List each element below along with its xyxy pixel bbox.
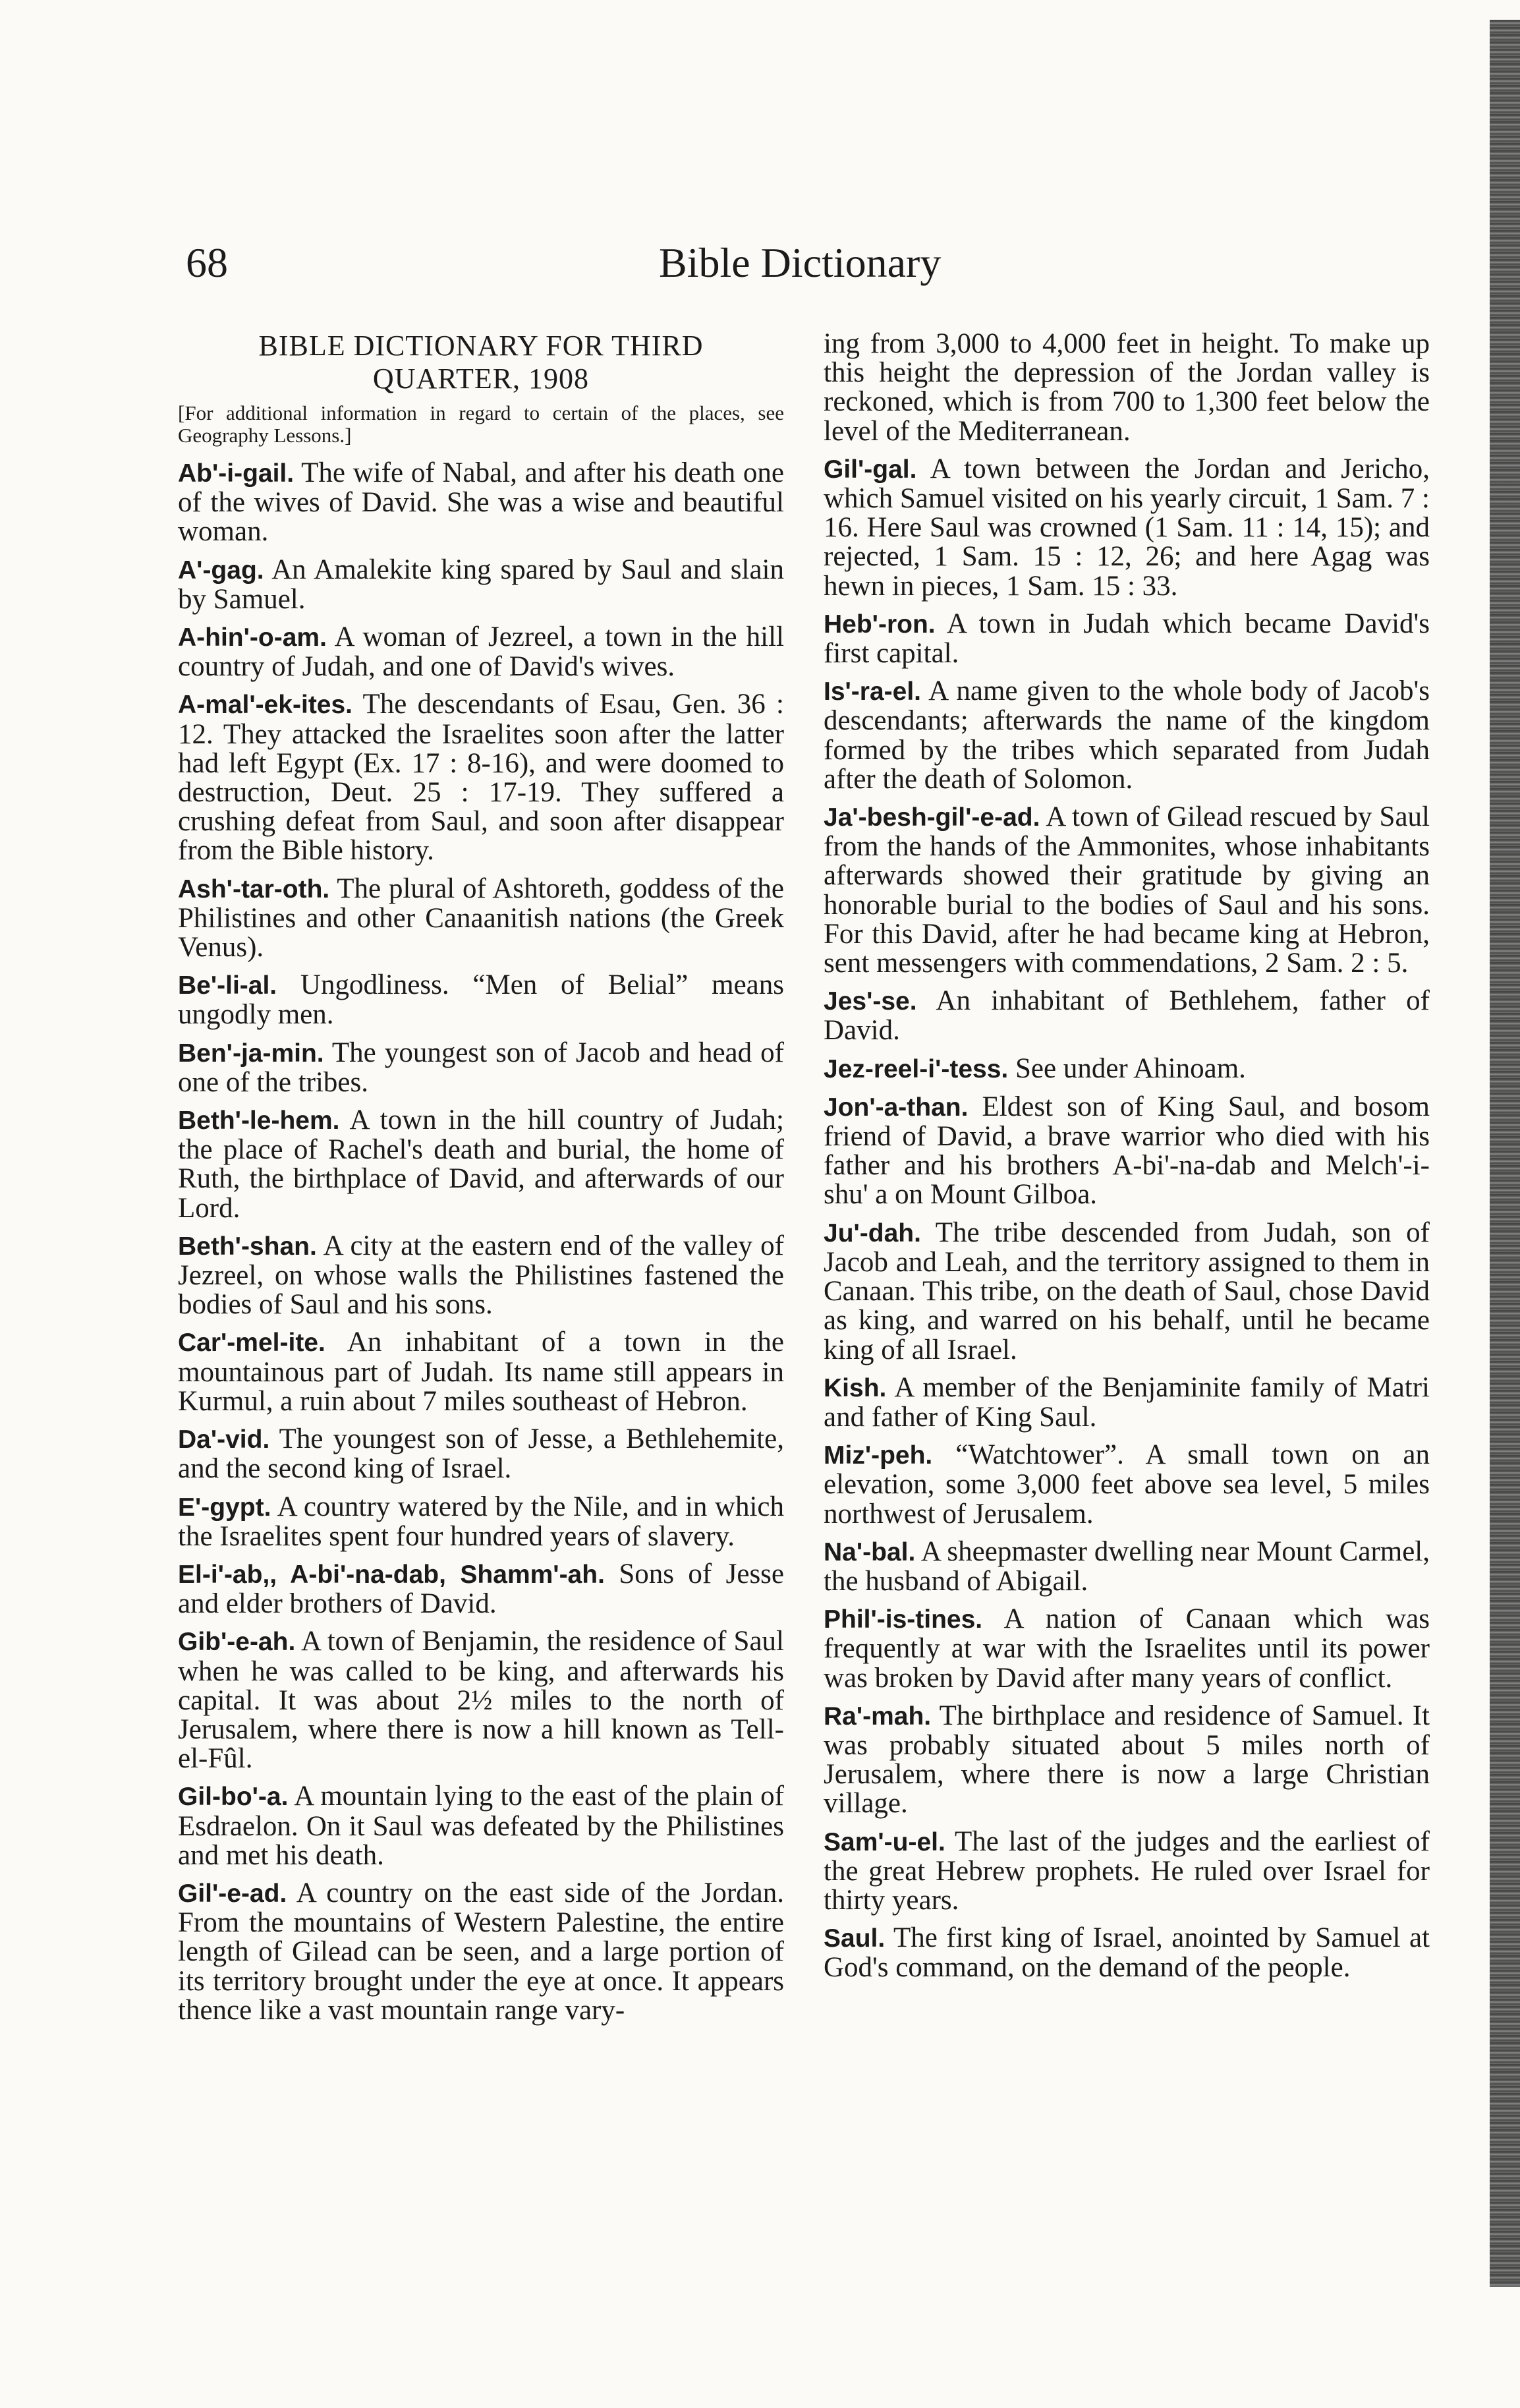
entry-definition: A mountain lying to the east of the plain of Esdraelon. On it Saul was defeated by the Philistines and met his death. xyxy=(178,1781,784,1871)
entry-headword: Gib'-e-ah. xyxy=(178,1628,296,1657)
entry-definition: A town of Benjamin, the residence of Saul when he was called to be king, and afterwards his capital. It was about 2½ miles to the north of Jerusalem, where there is now a hill known as Tell-el-Fûl. xyxy=(178,1626,784,1775)
entry-definition: An inhabitant of Bethlehem, father of David. xyxy=(824,985,1430,1046)
dictionary-entry xyxy=(824,803,1430,978)
entry-definition: The descendants of Esau, Gen. 36 : 12. They attacked the Israelites soon after the latter had left Egypt (Ex. 17 : 8-16), and were doomed to destruction, Deut. 25 : 17-19. They suffered a crushing defeat from Saul, and soon after disappear from the Bible history. xyxy=(178,689,784,867)
dictionary-entry xyxy=(178,1782,784,1870)
entry-definition: A sheepmaster dwelling near Mount Carmel, the husband of Abigail. xyxy=(824,1535,1430,1597)
dictionary-entry xyxy=(178,690,784,865)
entry-headword: Gil'-gal. xyxy=(824,455,917,484)
entry-definition: Eldest son of King Saul, and bosom friend of David, a brave warrior who died with his father and his brothers A-bi'-na-dab and Melch'-i-shu' a on Mount Gilboa. xyxy=(824,1091,1430,1211)
dictionary-entry xyxy=(824,1537,1430,1596)
entry-definition: An inhabitant of a town in the mountainous part of Judah. Its name still appears in Kurmul, a ruin about 7 miles southeast of Hebron. xyxy=(178,1327,784,1417)
section-note: [For additional information in regard to certain of the places, see Geography Lessons.] xyxy=(178,401,784,447)
entry-definition: A town in Judah which became David's first capital. xyxy=(824,608,1430,670)
entry-headword: Jez-reel-i'-tess. xyxy=(824,1054,1009,1083)
entry-headword: Ben'-ja-min. xyxy=(178,1039,324,1068)
entry-headword: Saul. xyxy=(824,1924,886,1953)
entry-definition: A city at the eastern end of the valley of Jezreel, on whose walls the Philistines fastened the bodies of Saul and his sons. xyxy=(178,1230,784,1321)
entry-headword: Jes'-se. xyxy=(824,987,917,1016)
entry-definition: An Amalekite king spared by Saul and slain by Samuel. xyxy=(178,554,784,615)
entry-definition: A country watered by the Nile, and in which the Israelites spent four hundred years of slavery. xyxy=(178,1491,784,1552)
section-title xyxy=(178,330,784,395)
entry-definition: The last of the judges and the earliest of the great Hebrew prophets. He ruled over Israel for thirty years. xyxy=(824,1825,1430,1916)
entry-definition: See under Ahinoam. xyxy=(1008,1052,1246,1084)
dictionary-entry xyxy=(178,459,784,547)
entry-definition: The wife of Nabal, and after his death one of the wives of David. She was a wise and beautiful woman. xyxy=(178,457,784,548)
entry-headword: Beth'-shan. xyxy=(178,1232,317,1261)
entry-headword: Ab'-i-gail. xyxy=(178,459,295,488)
entry-definition: Sons of Jesse and elder brothers of David. xyxy=(178,1558,784,1620)
entry-headword: Miz'-peh. xyxy=(824,1441,933,1470)
entry-definition: A woman of Jezreel, a town in the hill country of Judah, and one of David's wives. xyxy=(178,621,784,683)
entry-headword: Ju'-dah. xyxy=(824,1218,921,1247)
section-title-line1: BIBLE DICTIONARY FOR THIRD xyxy=(258,330,704,362)
entry-headword: E'-gypt. xyxy=(178,1493,271,1522)
entry-definition: A town between the Jordan and Jericho, which Samuel visited on his yearly circuit, 1 Sam. 7 : 16. Here Saul was crowned (1 Sam. 11 : 14, 15); and rejected, 1 Sam. 15 : 12, 26; and here Agag was hewn in pieces, 1 Sam. 15 : 33. xyxy=(824,453,1430,602)
entry-headword: El-i'-ab,, A-bi'-na-dab, Shamm'-ah. xyxy=(178,1560,605,1589)
dictionary-entry xyxy=(824,1441,1430,1529)
dictionary-entry xyxy=(178,1039,784,1097)
dictionary-entry xyxy=(824,1218,1430,1365)
dictionary-entry xyxy=(178,874,784,963)
entry-headword: Jon'-a-than. xyxy=(824,1093,969,1122)
dictionary-entry xyxy=(178,1106,784,1223)
entry-headword: Be'-li-al. xyxy=(178,971,277,1000)
entry-definition: The first king of Israel, anointed by Samuel at God's command, on the demand of the people. xyxy=(824,1922,1430,1984)
entry-headword: Na'-bal. xyxy=(824,1537,916,1566)
entry-headword: Gil-bo'-a. xyxy=(178,1783,289,1812)
entry-headword: A-hin'-o-am. xyxy=(178,623,327,652)
dictionary-entry xyxy=(824,610,1430,668)
dictionary-entry xyxy=(178,1627,784,1773)
entry-definition: “Watchtower”. A small town on an elevation, some 3,000 feet above sea level, 5 miles northwest of Jerusalem. xyxy=(824,1439,1430,1530)
running-title: Bible Dictionary xyxy=(659,239,942,286)
dictionary-entry xyxy=(824,677,1430,794)
entry-definition: A name given to the whole body of Jacob's descendants; afterwards the name of the kingdom formed by the tribes which separated from Judah after the death of Solomon. xyxy=(824,675,1430,795)
section-title-line2: QUARTER, 1908 xyxy=(372,362,590,395)
dictionary-entry xyxy=(824,1373,1430,1432)
dictionary-entry xyxy=(824,1827,1430,1916)
entry-headword: Ra'-mah. xyxy=(824,1702,932,1731)
dictionary-entry xyxy=(178,1328,784,1416)
entry-headword: Da'-vid. xyxy=(178,1425,270,1454)
dictionary-entry xyxy=(824,1093,1430,1210)
dictionary-entry xyxy=(178,556,784,614)
entry-definition: The tribe descended from Judah, son of Jacob and Leah, and the territory assigned to them in Canaan. This tribe, on the death of Saul, chose David as king, and warred on his behalf, until he became king of all Israel. xyxy=(824,1217,1430,1365)
right-column xyxy=(824,330,1430,1992)
entry-headword: A-mal'-ek-ites. xyxy=(178,691,353,720)
left-column xyxy=(178,330,784,2034)
dictionary-entry xyxy=(178,1560,784,1619)
right-entry-list xyxy=(824,455,1430,1983)
dictionary-entry xyxy=(178,1232,784,1320)
dictionary-entry xyxy=(178,971,784,1029)
entry-headword: Car'-mel-ite. xyxy=(178,1329,325,1358)
dictionary-entry xyxy=(178,1425,784,1483)
entry-headword: Is'-ra-el. xyxy=(824,677,922,706)
entry-definition: The plural of Ashtoreth, goddess of the Philistines and other Canaanitish nations (the Greek Venus). xyxy=(178,873,784,963)
entry-definition: A town of Gilead rescued by Saul from the hands of the Ammonites, whose inhabitants afterwards showed their gratitude by giving an honorable burial to the bodies of Saul and his sons. For this David, after he had became king at Hebron, sent messengers with commendations, 2 Sam. 2 : 5. xyxy=(824,801,1430,979)
dictionary-entry xyxy=(178,1493,784,1551)
entry-definition: The youngest son of Jesse, a Bethlehemite, and the second king of Israel. xyxy=(178,1423,784,1485)
scan-binding-edge xyxy=(1490,20,1520,2287)
dictionary-entry xyxy=(178,1879,784,2025)
entry-headword: Gil'-e-ad. xyxy=(178,1879,287,1908)
entry-headword: Beth'-le-hem. xyxy=(178,1106,340,1135)
entry-headword: Heb'-ron. xyxy=(824,610,936,639)
dictionary-entry xyxy=(824,1054,1430,1084)
page-number: 68 xyxy=(186,239,228,286)
entry-headword: Kish. xyxy=(824,1373,887,1402)
entry-definition: A town in the hill country of Judah; the place of Rachel's death and burial, the home of Ruth, the birthplace of David, and afterwards of our Lord. xyxy=(178,1104,784,1224)
dictionary-entry xyxy=(824,455,1430,601)
continued-entry-text: ing from 3,000 to 4,000 feet in height. To make up this height the depression of the Jordan valley is reckoned, which is from 700 to 1,300 feet below the level of the Mediterranean. xyxy=(824,328,1430,447)
dictionary-entry xyxy=(824,1702,1430,1819)
entry-definition: A member of the Benjaminite family of Matri and father of King Saul. xyxy=(824,1371,1430,1433)
entry-headword: Ash'-tar-oth. xyxy=(178,874,330,903)
dictionary-entry xyxy=(824,987,1430,1045)
left-entry-list xyxy=(178,459,784,2025)
dictionary-entry xyxy=(824,1605,1430,1693)
entry-definition: A nation of Canaan which was frequently at war with the Israelites until its power was broken by David after many years of conflict. xyxy=(824,1603,1430,1694)
dictionary-entry xyxy=(824,1924,1430,1982)
entry-definition: Ungodliness. “Men of Belial” means ungodly men. xyxy=(178,969,784,1031)
entry-headword: Phil'-is-tines. xyxy=(824,1605,983,1634)
entry-headword: Ja'-besh-gil'-e-ad. xyxy=(824,803,1040,832)
entry-headword: A'-gag. xyxy=(178,556,264,585)
entry-headword: Sam'-u-el. xyxy=(824,1827,945,1856)
entry-definition: A country on the east side of the Jordan. From the mountains of Western Palestine, the entire length of Gilead can be seen, and a large portion of its territory brought under the eye at once. It appears thence like a vast mountain range vary- xyxy=(178,1877,784,2026)
entry-definition: The birthplace and residence of Samuel. It was probably situated about 5 miles north of Jerusalem, where there is now a large Christian village. xyxy=(824,1700,1430,1820)
entry-definition: The youngest son of Jacob and head of one of the tribes. xyxy=(178,1037,784,1098)
dictionary-entry xyxy=(178,623,784,681)
